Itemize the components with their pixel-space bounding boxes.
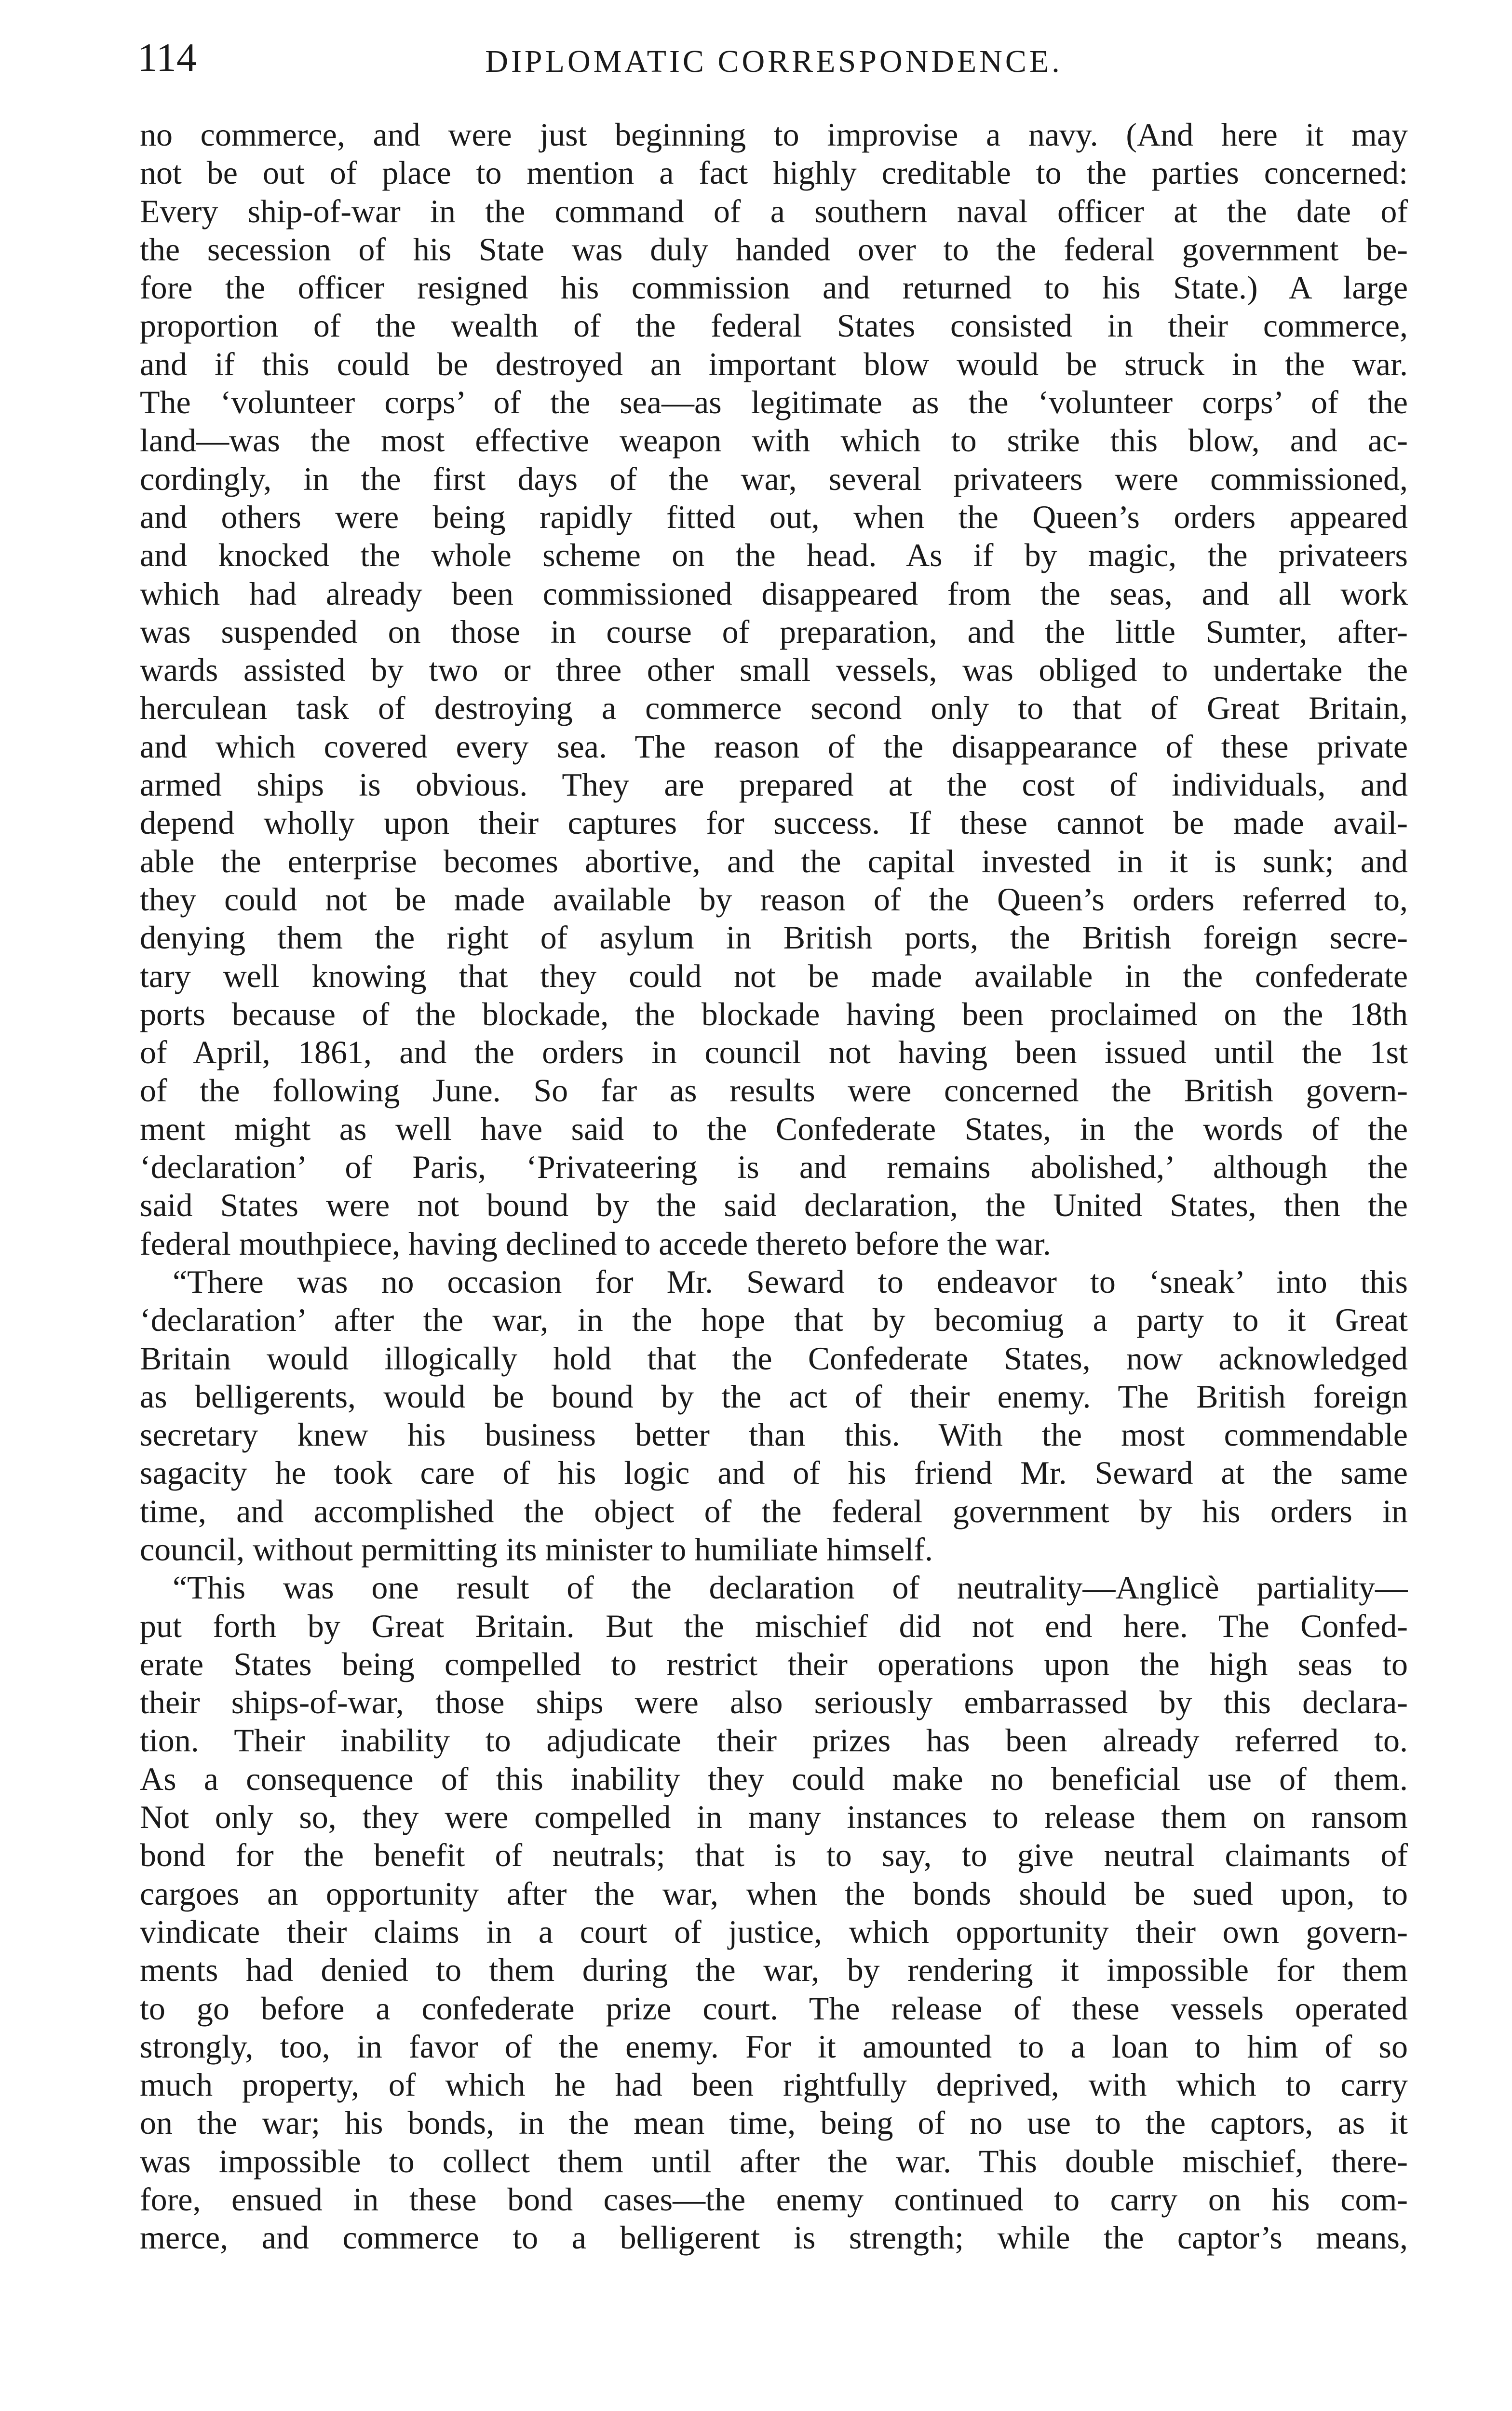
text-line: ment might as well have said to the Confederate States, in the words of the	[140, 1110, 1408, 1147]
text-line: fore the officer resigned his commission and returned to his State.) A large	[140, 269, 1408, 306]
text-line: the secession of his State was duly handed over to the federal government be-	[140, 230, 1408, 268]
text-line: ‘declaration’ after the war, in the hope that by becomiug a party to it Great	[140, 1301, 1408, 1339]
page-header	[137, 29, 1410, 87]
text-line: armed ships is obvious. They are prepared at the cost of individuals, and	[140, 766, 1408, 803]
text-line: which had already been commissioned disappeared from the seas, and all work	[140, 575, 1408, 612]
text-line: depend wholly upon their captures for success. If these cannot be made avail-	[140, 804, 1408, 841]
text-line: said States were not bound by the said declaration, the United States, then the	[140, 1187, 1408, 1224]
text-line: and knocked the whole scheme on the head. As if by magic, the privateers	[140, 537, 1408, 574]
text-line: strongly, too, in favor of the enemy. For it amounted to a loan to him of so	[140, 2028, 1408, 2065]
text-line: merce, and commerce to a belligerent is strength; while the captor’s means,	[140, 2219, 1408, 2256]
text-line: much property, of which he had been rightfully deprived, with which to carry	[140, 2066, 1408, 2103]
text-line: herculean task of destroying a commerce second only to that of Great Britain,	[140, 690, 1408, 727]
body-text	[140, 116, 1408, 2257]
text-line: as belligerents, would be bound by the act of their enemy. The British foreign	[140, 1378, 1408, 1415]
text-line: was impossible to collect them until after the war. This double mischief, there-	[140, 2142, 1408, 2180]
text-line: their ships-of-war, those ships were also seriously embarrassed by this declara-	[140, 1684, 1408, 1721]
text-line: to go before a confederate prize court. The release of these vessels operated	[140, 1990, 1408, 2027]
text-line: time, and accomplished the object of the federal government by his orders in	[140, 1492, 1408, 1530]
text-line: tary well knowing that they could not be made available in the confederate	[140, 957, 1408, 994]
text-line: The ‘volunteer corps’ of the sea—as legitimate as the ‘volunteer corps’ of the	[140, 384, 1408, 421]
text-line: and if this could be destroyed an important blow would be struck in the war.	[140, 345, 1408, 382]
text-line: “There was no occasion for Mr. Seward to endeavor to ‘sneak’ into this	[173, 1263, 1408, 1300]
text-line: land—was the most effective weapon with which to strike this blow, and ac-	[140, 422, 1408, 459]
text-line: of April, 1861, and the orders in council not having been issued until the 1st	[140, 1034, 1408, 1071]
text-line: vindicate their claims in a court of justice, which opportunity their own govern-	[140, 1913, 1408, 1950]
page-number: 114	[137, 35, 197, 80]
text-line: cargoes an opportunity after the war, when the bonds should be sued upon, to	[140, 1875, 1408, 1912]
text-line: put forth by Great Britain. But the mischief did not end here. The Confed-	[140, 1607, 1408, 1644]
text-line: and which covered every sea. The reason of the disappearance of these private	[140, 728, 1408, 765]
text-line: able the enterprise becomes abortive, and the capital invested in it is sunk; and	[140, 842, 1408, 880]
text-line: was suspended on those in course of preparation, and the little Sumter, after-	[140, 613, 1408, 650]
text-line: bond for the benefit of neutrals; that is to say, to give neutral claimants of	[140, 1837, 1408, 1874]
text-line: no commerce, and were just beginning to improvise a navy. (And here it may	[140, 116, 1408, 153]
text-line: cordingly, in the first days of the war, several privateers were commissioned,	[140, 460, 1408, 497]
text-line: federal mouthpiece, having declined to accede thereto before the war.	[140, 1225, 1051, 1262]
text-line: fore, ensued in these bond cases—the enemy continued to carry on his com-	[140, 2181, 1408, 2218]
text-line: Not only so, they were compelled in many instances to release them on ransom	[140, 1799, 1408, 1836]
text-line: secretary knew his business better than this. With the most commendable	[140, 1416, 1408, 1453]
text-line: As a consequence of this inability they could make no beneficial use of them.	[140, 1760, 1408, 1797]
text-line: on the war; his bonds, in the mean time, being of no use to the captors, as it	[140, 2104, 1408, 2141]
text-line: ports because of the blockade, the blockade having been proclaimed on the 18th	[140, 995, 1408, 1032]
text-line: “This was one result of the declaration of neutrality—Anglicè partiality—	[173, 1569, 1408, 1606]
text-line: wards assisted by two or three other small vessels, was obliged to undertake the	[140, 651, 1408, 689]
text-line: tion. Their inability to adjudicate their prizes has been already referred to.	[140, 1722, 1408, 1759]
text-line: Every ship-of-war in the command of a southern naval officer at the date of	[140, 192, 1408, 230]
text-line: denying them the right of asylum in British ports, the British foreign secre-	[140, 919, 1408, 956]
text-line: they could not be made available by reason of the Queen’s orders referred to,	[140, 880, 1408, 918]
text-line: sagacity he took care of his logic and of his friend Mr. Seward at the same	[140, 1454, 1408, 1491]
text-line: proportion of the wealth of the federal States consisted in their commerce,	[140, 307, 1408, 344]
running-head: DIPLOMATIC CORRESPONDENCE.	[485, 44, 1063, 79]
text-line: not be out of place to mention a fact highly creditable to the parties concerned:	[140, 154, 1408, 191]
text-line: ‘declaration’ of Paris, ‘Privateering is and remains abolished,’ although the	[140, 1149, 1408, 1186]
text-line: council, without permitting its minister to humiliate himself.	[140, 1531, 933, 1568]
text-line: Britain would illogically hold that the Confederate States, now acknowledged	[140, 1340, 1408, 1377]
text-line: and others were being rapidly fitted out, when the Queen’s orders appeared	[140, 498, 1408, 535]
text-line: ments had denied to them during the war, by rendering it impossible for them	[140, 1951, 1408, 1989]
text-line: erate States being compelled to restrict their operations upon the high seas to	[140, 1645, 1408, 1682]
text-line: of the following June. So far as results were concerned the British govern-	[140, 1072, 1408, 1109]
